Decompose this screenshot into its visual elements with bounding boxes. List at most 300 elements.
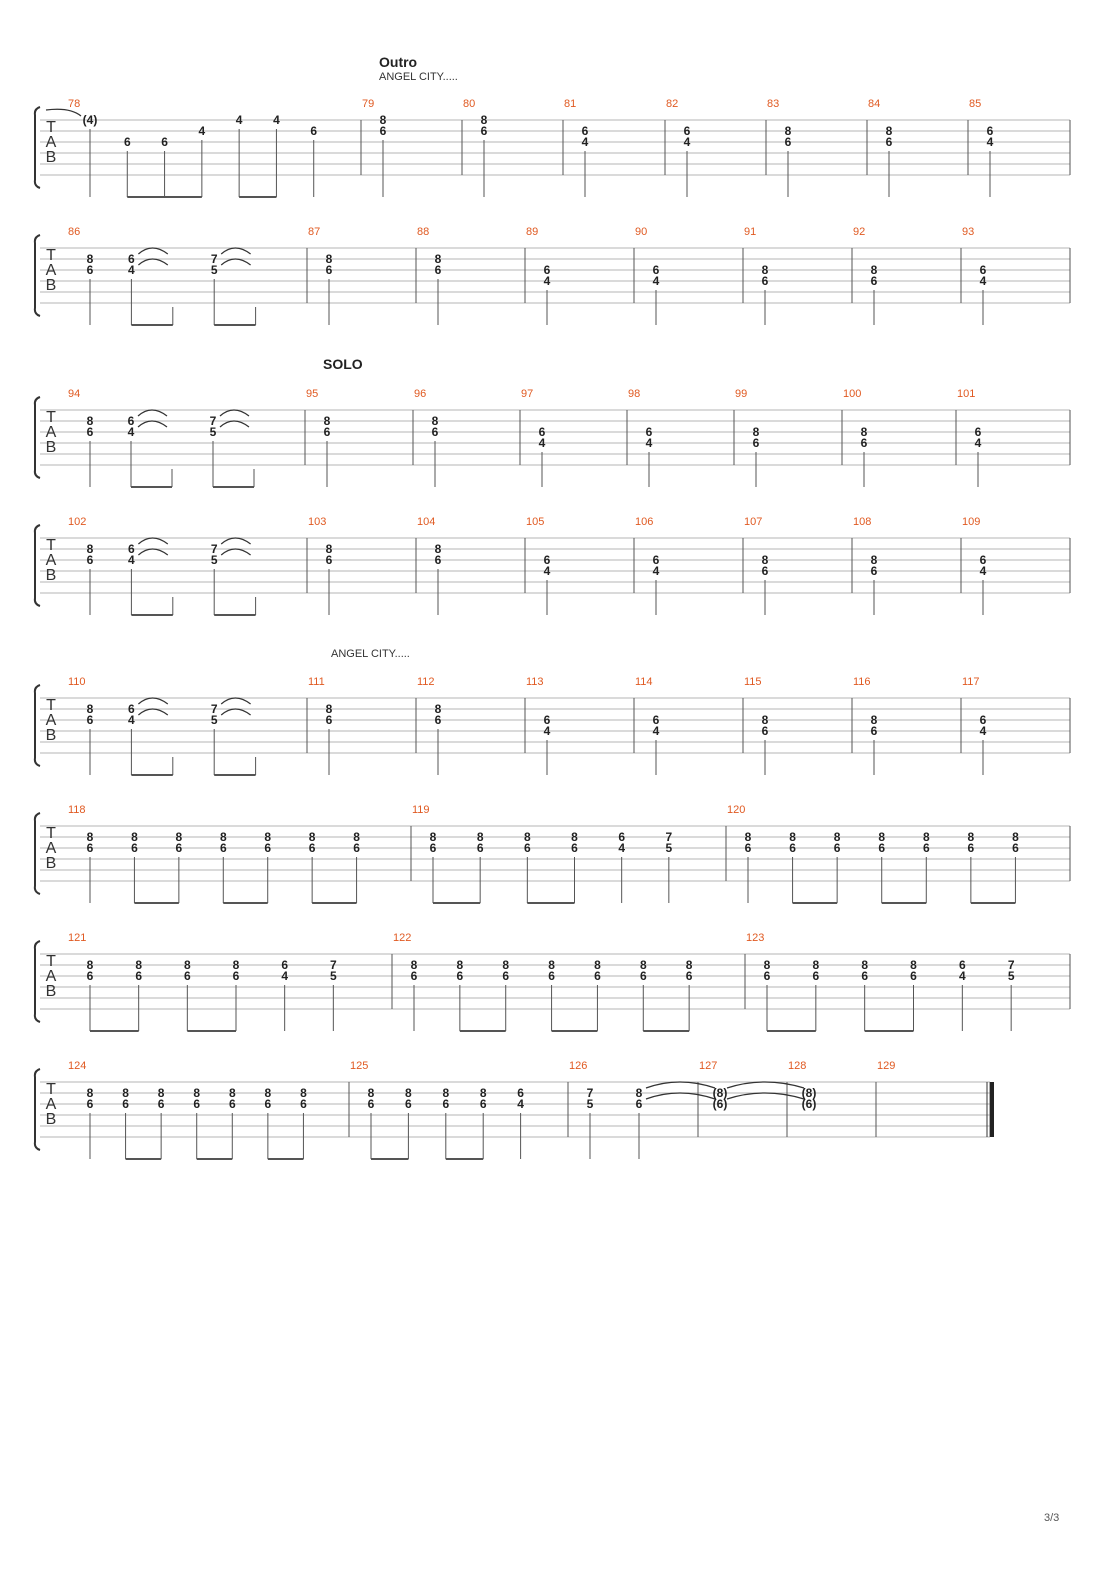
measure-number: 125 (350, 1060, 369, 1072)
measure-number: 91 (744, 226, 757, 238)
fret-number: 6 (264, 1097, 272, 1111)
measure-number: 80 (463, 98, 476, 110)
fret-number: 8 (833, 830, 841, 844)
fret-number: 6 (979, 553, 987, 567)
fret-number: 6 (812, 969, 820, 983)
fret-number: 8 (86, 252, 94, 266)
fret-number: 6 (594, 969, 601, 983)
system-bracket (35, 813, 40, 894)
fret-number: 8 (228, 1086, 236, 1100)
fret-number: 8 (193, 1086, 201, 1100)
fret-number: 4 (979, 724, 987, 738)
fret-number: 4 (235, 113, 243, 127)
system-bracket (35, 235, 40, 316)
tab-system (35, 107, 1070, 197)
tie-arc (138, 549, 167, 555)
fret-number: 6 (456, 969, 464, 983)
fret-number: 8 (878, 830, 886, 844)
fret-number: 6 (325, 713, 333, 727)
measure-number: 112 (417, 676, 435, 688)
page-number: 3/3 (1044, 1512, 1060, 1524)
fret-number: 8 (300, 1086, 307, 1100)
fret-number: 6 (752, 436, 760, 450)
fret-number: 6 (543, 553, 551, 567)
fret-number: 8 (523, 830, 531, 844)
tie-arc (46, 109, 81, 116)
fret-number: 8 (744, 830, 752, 844)
fret-number: 6 (353, 841, 360, 855)
fret-number: 6 (157, 1097, 165, 1111)
fret-number: 5 (665, 841, 673, 855)
fret-number: 6 (523, 841, 531, 855)
fret-number: 4 (618, 841, 626, 855)
fret-number: 6 (434, 263, 442, 277)
fret-number: 6 (870, 564, 878, 578)
fret-number: 7 (210, 542, 218, 556)
fret-number: 6 (652, 263, 660, 277)
fret-number: 6 (405, 1097, 412, 1111)
fret-number: 5 (210, 553, 218, 567)
fret-number: 8 (885, 124, 893, 138)
fret-number: 6 (789, 841, 796, 855)
fret-number: (4) (82, 113, 98, 127)
fret-number: 6 (967, 841, 975, 855)
measure-number: 123 (746, 932, 765, 944)
fret-number: 6 (86, 713, 94, 727)
fret-number: 6 (910, 969, 917, 983)
tab-clef-letter: A (45, 968, 57, 985)
fret-number: 8 (812, 958, 820, 972)
fret-number: 8 (323, 414, 331, 428)
tab-clef-letter: T (46, 247, 56, 264)
tie-arc (138, 698, 167, 704)
fret-number: 6 (127, 414, 135, 428)
fret-number: 6 (161, 135, 168, 149)
fret-number: 8 (480, 113, 488, 127)
fret-number: 6 (979, 713, 987, 727)
tab-clef-letter: T (46, 825, 56, 842)
fret-number: 8 (1012, 830, 1019, 844)
measure-number: 110 (68, 676, 86, 688)
fret-number: 5 (586, 1097, 594, 1111)
fret-number: 8 (232, 958, 240, 972)
fret-number: 8 (479, 1086, 487, 1100)
system-bracket (35, 1069, 40, 1150)
fret-number: 6 (833, 841, 841, 855)
fret-number: 4 (538, 436, 546, 450)
fret-number: 6 (128, 702, 135, 716)
tab-clef-letter: A (45, 712, 57, 729)
fret-number: (8) (801, 1086, 817, 1100)
measure-number: 92 (853, 226, 866, 238)
fret-number: 4 (652, 564, 660, 578)
fret-number: 6 (861, 969, 869, 983)
lyric-angel-city: ANGEL CITY..... (379, 71, 458, 83)
fret-number: 6 (878, 841, 886, 855)
tab-clef-letter: T (46, 537, 56, 554)
tab-system (35, 685, 1070, 775)
fret-number: 6 (922, 841, 930, 855)
fret-number: (6) (801, 1097, 817, 1111)
tab-clef-letter: A (45, 134, 57, 151)
fret-number: 8 (434, 702, 442, 716)
tab-clef-letter: B (45, 149, 57, 166)
tie-arc (221, 698, 250, 704)
fret-number: 4 (198, 124, 206, 138)
measure-number: 122 (393, 932, 412, 944)
fret-number: 8 (325, 252, 333, 266)
fret-number: 8 (442, 1086, 450, 1100)
tab-clef-letter: T (46, 697, 56, 714)
tab-clef-letter: B (45, 277, 57, 294)
fret-number: 6 (86, 969, 94, 983)
tie-arc (221, 549, 250, 555)
measure-number: 116 (853, 676, 871, 688)
measure-number: 86 (68, 226, 81, 238)
fret-number: 6 (434, 553, 442, 567)
fret-number: 8 (456, 958, 464, 972)
measure-number: 120 (727, 804, 746, 816)
tie-arc (220, 421, 249, 427)
fret-number: 6 (543, 263, 551, 277)
fret-number: 7 (665, 830, 673, 844)
fret-number: 8 (761, 713, 769, 727)
fret-number: 6 (325, 263, 333, 277)
fret-number: 4 (543, 274, 551, 288)
tab-clef-letter: B (45, 855, 57, 872)
fret-number: 8 (967, 830, 975, 844)
fret-number: 4 (127, 425, 135, 439)
measure-number: 101 (957, 388, 976, 400)
fret-number: 8 (870, 553, 878, 567)
fret-number: 6 (123, 135, 131, 149)
fret-number: 6 (517, 1086, 524, 1100)
tab-clef-letter: B (45, 1111, 57, 1128)
fret-number: 8 (635, 1086, 643, 1100)
tab-clef-letter: A (45, 262, 57, 279)
measure-number: 94 (68, 388, 81, 400)
tie-arc (646, 1082, 715, 1088)
fret-number: 6 (175, 841, 183, 855)
measure-number: 96 (414, 388, 427, 400)
fret-number: 6 (281, 958, 289, 972)
fret-number: 4 (683, 135, 691, 149)
fret-number: 4 (128, 263, 135, 277)
tie-arc (138, 410, 167, 416)
measure-number: 108 (853, 516, 872, 528)
fret-number: 5 (1007, 969, 1015, 983)
fret-number: 6 (128, 542, 135, 556)
measure-number: 119 (412, 804, 430, 816)
measure-number: 107 (744, 516, 763, 528)
fret-number: 6 (763, 969, 771, 983)
measure-number: 83 (767, 98, 780, 110)
fret-number: 6 (502, 969, 510, 983)
fret-number: 4 (281, 969, 289, 983)
tie-arc (138, 421, 167, 427)
fret-number: 8 (183, 958, 191, 972)
measure-number: 85 (969, 98, 982, 110)
tab-system (35, 235, 1070, 325)
fret-number: 4 (581, 135, 589, 149)
measure-number: 87 (308, 226, 321, 238)
fret-number: 6 (128, 252, 135, 266)
fret-number: 6 (232, 969, 240, 983)
fret-number: 6 (974, 425, 982, 439)
measure-number: 126 (569, 1060, 588, 1072)
fret-number: 6 (986, 124, 994, 138)
fret-number: 8 (135, 958, 143, 972)
fret-number: 8 (308, 830, 316, 844)
fret-number: 4 (273, 113, 280, 127)
tab-system (35, 813, 1070, 903)
fret-number: 5 (210, 263, 218, 277)
system-bracket (35, 685, 40, 766)
tie-arc (221, 709, 250, 715)
fret-number: 4 (645, 436, 653, 450)
fret-number: 8 (502, 958, 510, 972)
measure-number: 106 (635, 516, 654, 528)
fret-number: 6 (538, 425, 546, 439)
fret-number: 6 (571, 841, 578, 855)
fret-number: 7 (210, 702, 218, 716)
fret-number: 8 (761, 553, 769, 567)
fret-number: 6 (379, 124, 387, 138)
measure-number: 81 (564, 98, 577, 110)
fret-number: 8 (353, 830, 360, 844)
section-label-solo: SOLO (323, 356, 363, 372)
fret-number: 8 (922, 830, 930, 844)
measure-number: 93 (962, 226, 975, 238)
measure-number: 100 (843, 388, 862, 400)
tab-clef-letter: B (45, 727, 57, 744)
fret-number: 6 (219, 841, 227, 855)
fret-number: 6 (310, 124, 318, 138)
fret-number: 8 (910, 958, 917, 972)
fret-number: 6 (958, 958, 966, 972)
fret-number: 6 (476, 841, 484, 855)
fret-number: 6 (581, 124, 589, 138)
fret-number: 6 (410, 969, 418, 983)
tie-arc (221, 259, 250, 265)
measure-number: 114 (635, 676, 653, 688)
measure-number: 127 (699, 1060, 718, 1072)
fret-number: 6 (193, 1097, 201, 1111)
fret-number: 6 (135, 969, 143, 983)
fret-number: 6 (429, 841, 437, 855)
fret-number: 8 (410, 958, 418, 972)
fret-number: 4 (543, 564, 551, 578)
fret-number: 6 (652, 713, 660, 727)
measure-number: 109 (962, 516, 981, 528)
measure-number: 117 (962, 676, 980, 688)
fret-number: 6 (131, 841, 138, 855)
measure-number: 128 (788, 1060, 807, 1072)
fret-number: 8 (548, 958, 555, 972)
tab-clef-letter: B (45, 983, 57, 1000)
final-barline-thick (990, 1082, 994, 1137)
fret-number: 6 (325, 553, 333, 567)
fret-number: 6 (479, 1097, 487, 1111)
fret-number: 8 (367, 1086, 375, 1100)
fret-number: 4 (986, 135, 994, 149)
measure-number: 98 (628, 388, 641, 400)
fret-number: 8 (431, 414, 439, 428)
fret-number: 6 (86, 425, 94, 439)
measure-number: 84 (868, 98, 881, 110)
fret-number: 6 (431, 425, 439, 439)
section-label-outro: Outro (379, 54, 418, 70)
fret-number: 6 (308, 841, 316, 855)
fret-number: 6 (618, 830, 626, 844)
tab-system (35, 941, 1070, 1031)
measure-number: 124 (68, 1060, 87, 1072)
tie-arc (138, 538, 167, 544)
lyric-angel-city-2: ANGEL CITY..... (331, 648, 410, 660)
fret-number: 8 (379, 113, 387, 127)
fret-number: 6 (367, 1097, 375, 1111)
fret-number: 8 (122, 1086, 129, 1100)
tab-clef-letter: A (45, 840, 57, 857)
tie-arc (221, 538, 250, 544)
measure-number: 105 (526, 516, 545, 528)
fret-number: 6 (685, 969, 693, 983)
fret-number: 6 (744, 841, 752, 855)
tab-clef-letter: T (46, 1081, 56, 1098)
measure-number: 99 (735, 388, 748, 400)
fret-number: 8 (131, 830, 138, 844)
fret-number: 4 (652, 274, 660, 288)
fret-number: (6) (712, 1097, 728, 1111)
fret-number: 6 (761, 274, 769, 288)
fret-number: 6 (639, 969, 647, 983)
fret-number: 6 (323, 425, 331, 439)
fret-number: 4 (543, 724, 551, 738)
fret-number: 6 (683, 124, 691, 138)
fret-number: 7 (209, 414, 217, 428)
fret-number: 8 (860, 425, 868, 439)
measure-number: 103 (308, 516, 327, 528)
fret-number: 8 (86, 1086, 94, 1100)
tab-clef-letter: B (45, 439, 57, 456)
measure-number: 90 (635, 226, 648, 238)
tab-system (35, 525, 1070, 615)
fret-number: 8 (784, 124, 792, 138)
fret-number: 8 (571, 830, 578, 844)
fret-number: 6 (870, 724, 878, 738)
fret-number: 6 (86, 1097, 94, 1111)
fret-number: 6 (870, 274, 878, 288)
fret-number: 6 (300, 1097, 307, 1111)
fret-number: 6 (860, 436, 868, 450)
fret-number: 8 (86, 414, 94, 428)
fret-number: 4 (979, 274, 987, 288)
tab-system (35, 1069, 994, 1159)
tie-arc (646, 1093, 715, 1099)
measure-number: 129 (877, 1060, 896, 1072)
fret-number: 8 (325, 702, 333, 716)
fret-number: 6 (86, 841, 94, 855)
measure-number: 82 (666, 98, 679, 110)
fret-number: 8 (86, 542, 94, 556)
tab-clef-letter: A (45, 1096, 57, 1113)
tie-arc (727, 1082, 804, 1088)
tie-arc (138, 259, 167, 265)
fret-number: (8) (712, 1086, 728, 1100)
fret-number: 8 (870, 263, 878, 277)
fret-number: 8 (870, 713, 878, 727)
fret-number: 4 (517, 1097, 524, 1111)
tab-clef-letter: T (46, 119, 56, 136)
fret-number: 6 (264, 841, 272, 855)
tab-clef-letter: B (45, 567, 57, 584)
fret-number: 5 (209, 425, 217, 439)
fret-number: 5 (210, 713, 218, 727)
fret-number: 6 (761, 724, 769, 738)
fret-number: 6 (434, 713, 442, 727)
tab-clef-letter: A (45, 552, 57, 569)
fret-number: 4 (958, 969, 966, 983)
fret-number: 6 (979, 263, 987, 277)
fret-number: 8 (157, 1086, 165, 1100)
fret-number: 8 (405, 1086, 412, 1100)
fret-number: 7 (210, 252, 218, 266)
fret-number: 6 (543, 713, 551, 727)
fret-number: 6 (761, 564, 769, 578)
fret-number: 6 (122, 1097, 129, 1111)
tie-arc (727, 1093, 804, 1099)
tie-arc (221, 248, 250, 254)
tab-clef-letter: T (46, 409, 56, 426)
tab-system (35, 397, 1070, 487)
measure-number: 113 (526, 676, 544, 688)
tab-clef-letter: T (46, 953, 56, 970)
system-bracket (35, 525, 40, 606)
measure-number: 115 (744, 676, 762, 688)
fret-number: 8 (763, 958, 771, 972)
fret-number: 8 (264, 1086, 272, 1100)
fret-number: 6 (480, 124, 488, 138)
measure-number: 118 (68, 804, 86, 816)
fret-number: 6 (635, 1097, 643, 1111)
system-bracket (35, 941, 40, 1022)
fret-number: 4 (652, 724, 660, 738)
fret-number: 6 (228, 1097, 236, 1111)
fret-number: 6 (645, 425, 653, 439)
measure-number: 102 (68, 516, 87, 528)
fret-number: 8 (325, 542, 333, 556)
measure-number: 89 (526, 226, 539, 238)
fret-number: 8 (476, 830, 484, 844)
fret-number: 7 (1007, 958, 1015, 972)
fret-number: 8 (434, 252, 442, 266)
measure-number: 95 (306, 388, 319, 400)
fret-number: 8 (175, 830, 183, 844)
fret-number: 6 (183, 969, 191, 983)
fret-number: 7 (329, 958, 337, 972)
fret-number: 8 (594, 958, 601, 972)
fret-number: 6 (784, 135, 792, 149)
fret-number: 8 (434, 542, 442, 556)
fret-number: 8 (789, 830, 796, 844)
fret-number: 8 (761, 263, 769, 277)
measure-number: 88 (417, 226, 430, 238)
measure-number: 104 (417, 516, 436, 528)
measure-number: 79 (362, 98, 375, 110)
tie-arc (138, 709, 167, 715)
fret-number: 4 (128, 553, 135, 567)
fret-number: 6 (86, 263, 94, 277)
